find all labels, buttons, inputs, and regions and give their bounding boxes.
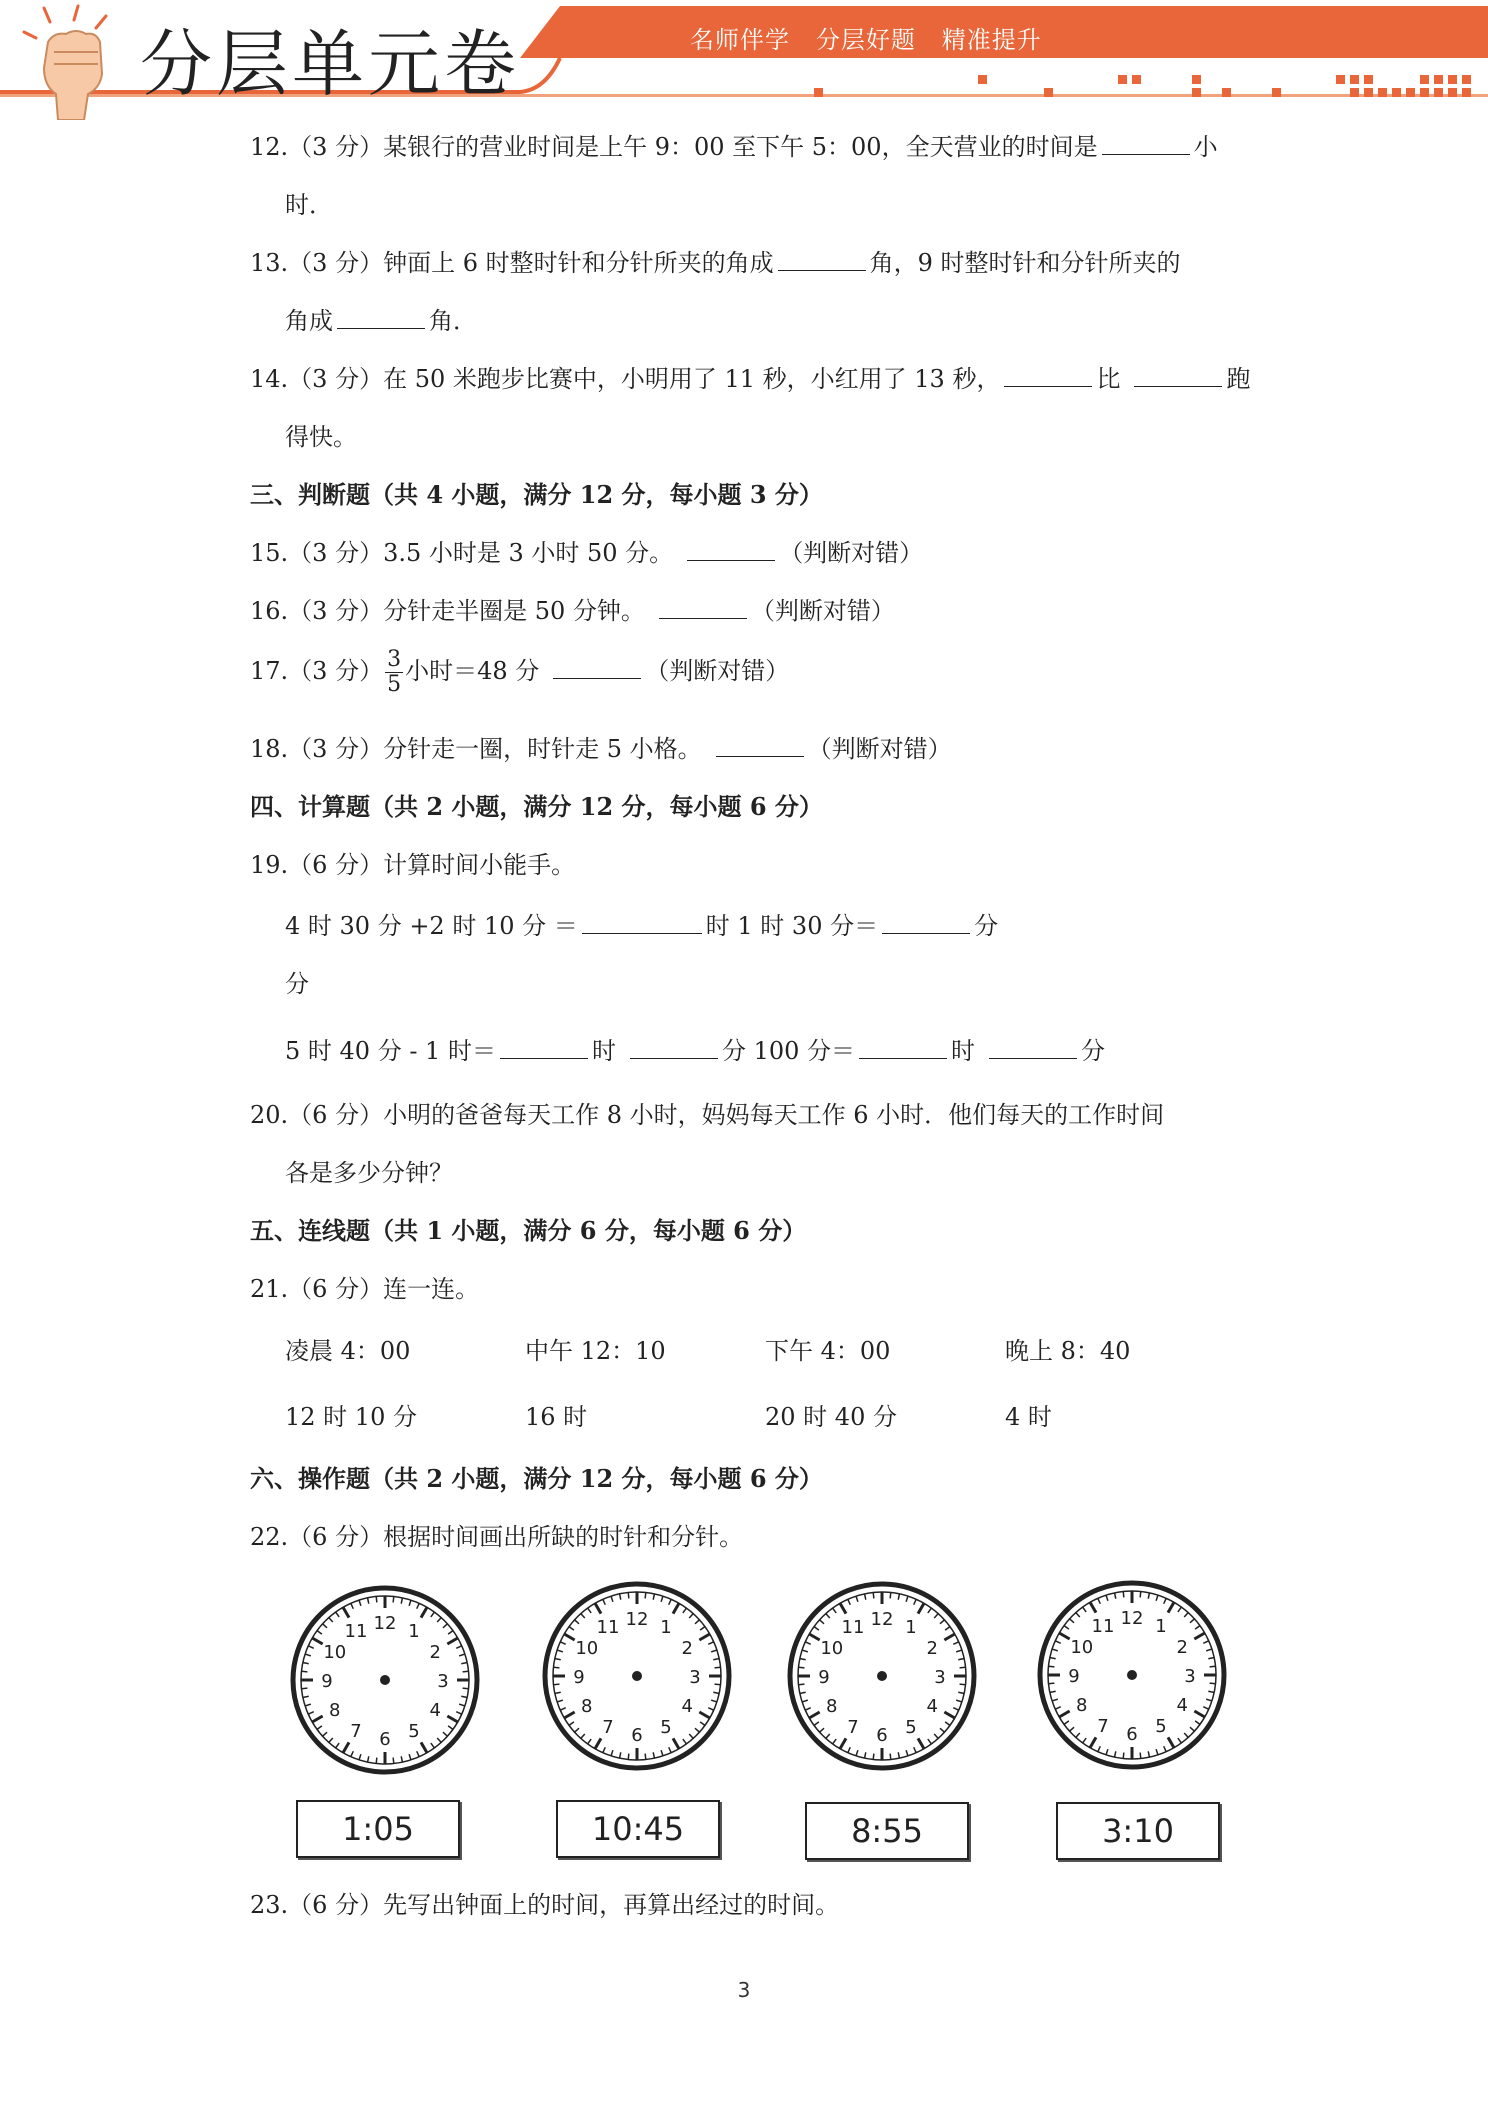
clock-numeral: 5	[905, 1717, 917, 1739]
question-20-cont: 各是多少分钟？	[285, 1159, 453, 1187]
clock-numeral: 1	[408, 1620, 420, 1642]
clock-numeral: 12	[870, 1609, 894, 1630]
clock-numeral: 12	[1120, 1608, 1144, 1629]
clock-numeral: 6	[1126, 1724, 1138, 1745]
question-18: 18.（3 分）分针走一圈，时针走 5 小格。 （判断对错）	[250, 735, 952, 763]
clock-numeral: 12	[373, 1613, 397, 1634]
question-13: 13.（3 分）钟面上 6 时整时针和分针所夹的角成 角，9 时整时针和分针所夹的	[250, 249, 1181, 277]
question-21: 21.（6 分）连一连。	[250, 1275, 480, 1303]
clock-numeral: 9	[1068, 1666, 1080, 1687]
clock-numeral: 6	[631, 1725, 643, 1746]
clock-face-icon[interactable]	[787, 1581, 977, 1771]
clock-numeral: 7	[847, 1717, 859, 1739]
clock-numeral: 11	[1091, 1615, 1115, 1637]
section-heading-operation: 六、操作题（共 2 小题，满分 12 分，每小题 6 分）	[250, 1464, 823, 1493]
section-heading-calculation: 四、计算题（共 2 小题，满分 12 分，每小题 6 分）	[250, 792, 823, 821]
question-19: 19.（6 分）计算时间小能手。	[250, 851, 576, 879]
clock-numeral: 4	[926, 1696, 938, 1717]
clock-numeral: 4	[429, 1700, 441, 1721]
clock-numeral: 10	[1070, 1637, 1094, 1658]
page-number: 3	[737, 1978, 751, 2002]
answer-blank[interactable]	[500, 1036, 588, 1059]
answer-blank[interactable]	[687, 538, 775, 561]
answer-blank[interactable]	[778, 248, 866, 271]
question-14: 14.（3 分）在 50 米跑步比赛中，小明用了 11 秒，小红用了 13 秒， 比 跑	[250, 365, 1251, 393]
clock-numeral: 9	[573, 1667, 585, 1688]
brand-slogan: 名师伴学 分层好题 精准提升	[690, 26, 1042, 54]
clock-face-icon[interactable]	[542, 1581, 732, 1771]
match-item-bottom[interactable]: 4 时	[1005, 1403, 1052, 1431]
clock-numeral: 5	[660, 1717, 672, 1739]
question-13-cont: 角成 角．	[285, 307, 477, 335]
match-item-top[interactable]: 晚上 8：40	[1005, 1337, 1131, 1365]
page-header	[0, 0, 1488, 120]
clock-numeral: 9	[321, 1671, 333, 1692]
question-20: 20.（6 分）小明的爸爸每天工作 8 小时，妈妈每天工作 6 小时．他们每天的工作时间	[250, 1101, 1165, 1129]
fist-icon	[14, 2, 124, 120]
question-19-line-2: 分	[285, 970, 309, 998]
clock-numeral: 4	[1176, 1695, 1188, 1716]
question-23: 23.（6 分）先写出钟面上的时间，再算出经过的时间。	[250, 1891, 840, 1919]
answer-blank[interactable]	[859, 1036, 947, 1059]
clock-numeral: 7	[350, 1721, 362, 1743]
answer-blank[interactable]	[1134, 364, 1222, 387]
answer-blank[interactable]	[989, 1036, 1077, 1059]
clock-numeral: 10	[820, 1638, 844, 1659]
clock-numeral: 8	[581, 1696, 593, 1717]
answer-blank[interactable]	[716, 734, 804, 757]
section-heading-matching: 五、连线题（共 1 小题，满分 6 分，每小题 6 分）	[250, 1216, 807, 1245]
match-item-bottom[interactable]: 20 时 40 分	[765, 1403, 897, 1431]
match-item-top[interactable]: 下午 4：00	[765, 1337, 891, 1365]
answer-blank[interactable]	[1004, 364, 1092, 387]
time-label-box: 10:45	[556, 1800, 720, 1858]
answer-blank[interactable]	[882, 911, 970, 934]
clock-numeral: 2	[1176, 1637, 1188, 1658]
clock-numeral: 6	[379, 1729, 391, 1750]
question-19-line-1: 4 时 30 分 +2 时 10 分 ＝ 时 1 时 30 分＝ 分	[285, 912, 999, 940]
clock-numeral: 1	[1155, 1615, 1167, 1637]
clock-numeral: 2	[926, 1638, 938, 1659]
clock-numeral: 2	[429, 1642, 441, 1663]
question-12-cont: 时．	[285, 191, 333, 219]
question-12: 12.（3 分）某银行的营业时间是上午 9：00 至下午 5：00，全天营业的时间是 小	[250, 133, 1218, 161]
question-15: 15.（3 分）3.5 小时是 3 小时 50 分。 （判断对错）	[250, 539, 924, 567]
clock-numeral: 1	[905, 1616, 917, 1638]
clock-numeral: 5	[1155, 1716, 1167, 1738]
question-14-cont: 得快。	[285, 423, 357, 451]
clock-numeral: 8	[1076, 1695, 1088, 1716]
clock-numeral: 11	[841, 1616, 865, 1638]
clock-numeral: 1	[660, 1616, 672, 1638]
clock-numeral: 2	[681, 1638, 693, 1659]
answer-blank[interactable]	[630, 1036, 718, 1059]
question-22: 22.（6 分）根据时间画出所缺的时针和分针。	[250, 1523, 744, 1551]
clock-numeral: 4	[681, 1696, 693, 1717]
section-heading-judgement: 三、判断题（共 4 小题，满分 12 分，每小题 3 分）	[250, 480, 823, 509]
answer-blank[interactable]	[582, 911, 702, 934]
clock-numeral: 9	[818, 1667, 830, 1688]
clock-numeral: 7	[1097, 1716, 1109, 1738]
clock-numeral: 7	[602, 1717, 614, 1739]
answer-blank[interactable]	[553, 656, 641, 679]
clock-numeral: 10	[323, 1642, 347, 1663]
clock-numeral: 3	[934, 1667, 946, 1688]
clock-numeral: 12	[625, 1609, 649, 1630]
clock-face-icon[interactable]	[1037, 1580, 1227, 1770]
fraction: $\frac{3}{5}$	[387, 647, 402, 697]
time-label-box: 3:10	[1056, 1802, 1220, 1860]
answer-blank[interactable]	[659, 596, 747, 619]
clock-numeral: 11	[596, 1616, 620, 1638]
clock-numeral: 3	[689, 1667, 701, 1688]
question-17: 17.（3 分） $\frac{3}{5}$ 小时＝48 分 （判断对错）	[250, 647, 790, 697]
clock-numeral: 10	[575, 1638, 599, 1659]
brand-title: 分层单元卷	[140, 22, 521, 106]
clock-numeral: 6	[876, 1725, 888, 1746]
clock-numeral: 11	[344, 1620, 368, 1642]
clock-face-icon[interactable]	[290, 1585, 480, 1775]
question-19-line-3: 5 时 40 分 - 1 时＝ 时 分 100 分＝ 时 分	[285, 1037, 1106, 1065]
answer-blank[interactable]	[337, 306, 425, 329]
match-item-bottom[interactable]: 16 时	[525, 1403, 588, 1431]
match-item-top[interactable]: 凌晨 4：00	[285, 1337, 411, 1365]
match-item-top[interactable]: 中午 12：10	[525, 1337, 666, 1365]
clock-numeral: 3	[1184, 1666, 1196, 1687]
clock-numeral: 3	[437, 1671, 449, 1692]
time-label-box: 8:55	[805, 1802, 969, 1860]
answer-blank[interactable]	[1102, 132, 1190, 155]
clock-numeral: 5	[408, 1721, 420, 1743]
clock-numeral: 8	[329, 1700, 341, 1721]
question-16: 16.（3 分）分针走半圈是 50 分钟。 （判断对错）	[250, 597, 895, 625]
match-item-bottom[interactable]: 12 时 10 分	[285, 1403, 417, 1431]
clock-numeral: 8	[826, 1696, 838, 1717]
time-label-box: 1:05	[296, 1800, 460, 1858]
